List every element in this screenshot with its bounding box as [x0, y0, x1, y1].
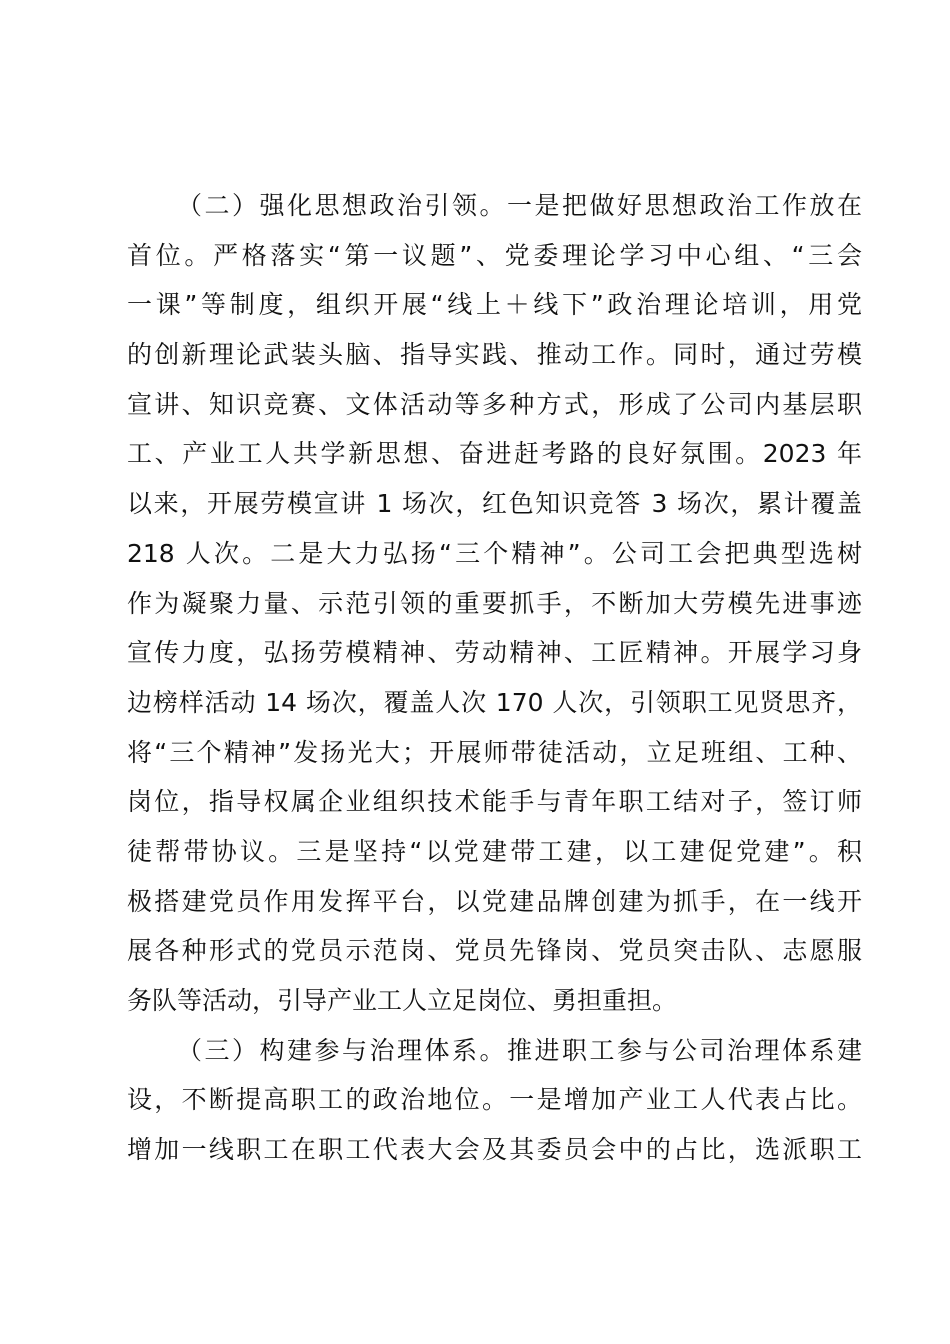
text-line: 以来，开展劳模宣讲 1 场次，红色知识竞答 3 场次，累计覆盖	[127, 489, 862, 519]
text-line: 宣传力度，弘扬劳模精神、劳动精神、工匠精神。开展学习身	[127, 638, 862, 668]
text-line: 务队等活动，引导产业工人立足岗位、勇担重担。	[127, 986, 678, 1015]
text-line: 的创新理论武装头脑、指导实践、推动工作。同时，通过劳模	[127, 340, 862, 370]
text-line: 将“三个精神”发扬光大；开展师带徒活动，立足班组、工种、	[127, 737, 862, 767]
text-line: 徒帮带协议。三是坚持“以党建带工建，以工建促党建”。积	[127, 836, 862, 866]
text-line: 首位。严格落实“第一议题”、党委理论学习中心组、“三会	[127, 240, 862, 270]
text-line: 岗位，指导权属企业组织技术能手与青年职工结对子，签订师	[127, 787, 862, 817]
text-line: 作为凝聚力量、示范引领的重要抓手，不断加大劳模先进事迹	[127, 588, 862, 618]
text-line: 边榜样活动 14 场次，覆盖人次 170 人次，引领职工见贤思齐，	[127, 687, 862, 717]
text-line: （三）构建参与治理体系。推进职工参与公司治理体系建	[177, 1035, 862, 1065]
text-line: 展各种形式的党员示范岗、党员先锋岗、党员突击队、志愿服	[127, 936, 862, 966]
text-line: 设，不断提高职工的政治地位。一是增加产业工人代表占比。	[127, 1085, 862, 1115]
paragraph-ideological-guidance	[127, 181, 862, 1026]
text-line: 增加一线职工在职工代表大会及其委员会中的占比，选派职工	[127, 1135, 862, 1165]
text-line: 218 人次。二是大力弘扬“三个精神”。公司工会把典型选树	[127, 538, 862, 568]
document-body	[127, 181, 862, 1175]
text-line: 极搭建党员作用发挥平台，以党建品牌创建为抓手，在一线开	[127, 886, 862, 916]
text-line: 宣讲、知识竞赛、文体活动等多种方式，形成了公司内基层职	[127, 389, 862, 419]
paragraph-governance-system	[127, 1026, 862, 1175]
text-line: （二）强化思想政治引领。一是把做好思想政治工作放在	[177, 191, 862, 220]
text-line: 一课”等制度，组织开展“线上＋线下”政治理论培训，用党	[127, 290, 862, 320]
text-line: 工、产业工人共学新思想、奋进赶考路的良好氛围。2023 年	[127, 439, 862, 469]
